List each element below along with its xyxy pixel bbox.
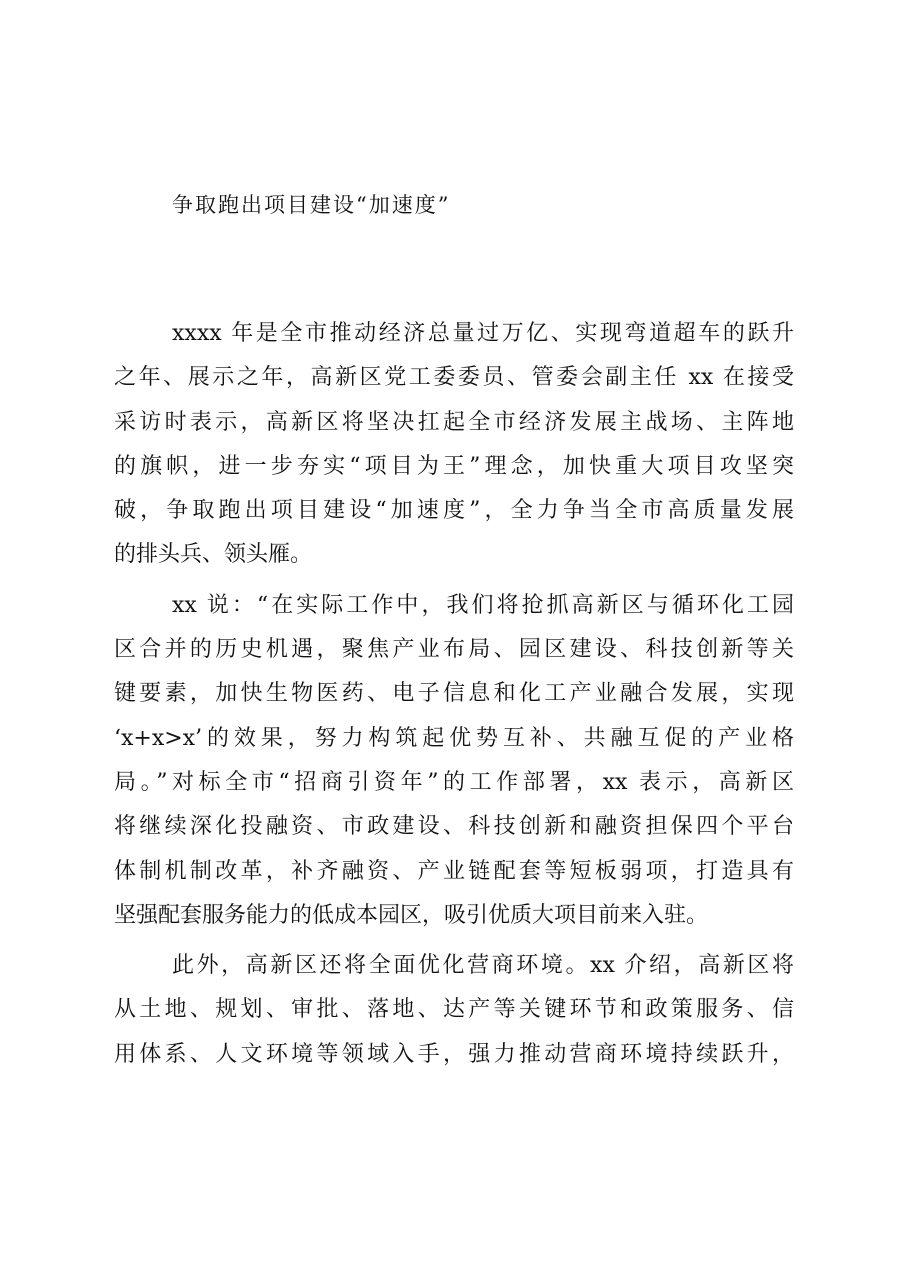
text-line: 的旗帜，进一步夯实“项目为王”理念，加快重大项目攻坚突 xyxy=(114,453,794,479)
text-line: 键要素，加快生物医药、电子信息和化工产业融合发展，实现 xyxy=(114,681,794,707)
text-line: 从土地、规划、审批、落地、达产等关键环节和政策服务、信 xyxy=(114,997,794,1023)
document-body xyxy=(114,312,794,1077)
text-line: ‘x+x>x’的效果，努力构筑起优势互补、共融互促的产业格 xyxy=(114,725,794,751)
text-line: 局。”对标全市“招商引资年”的工作部署，xx 表示，高新区 xyxy=(114,769,794,795)
text-line: 此外，高新区还将全面优化营商环境。xx 介绍，高新区将 xyxy=(172,953,794,979)
text-line: xx 说：“在实际工作中，我们将抢抓高新区与循环化工园 xyxy=(172,592,794,618)
text-line: 将继续深化投融资、市政建设、科技创新和融资担保四个平台 xyxy=(114,814,794,840)
text-line: 区合并的历史机遇，聚焦产业布局、园区建设、科技创新等关 xyxy=(114,637,794,663)
text-line: 采访时表示，高新区将坚决扛起全市经济发展主战场、主阵地 xyxy=(114,409,794,435)
text-line: 破，争取跑出项目建设“加速度”，全力争当全市高质量发展 xyxy=(114,498,794,524)
document-title: 争取跑出项目建设“加速度” xyxy=(172,193,451,217)
text-line: 用体系、人文环境等领域入手，强力推动营商环境持续跃升， xyxy=(114,1041,794,1067)
text-line: xxxx 年是全市推动经济总量过万亿、实现弯道超车的跃升 xyxy=(172,321,794,346)
paragraph-1 xyxy=(114,312,794,578)
text-line: 坚强配套服务能力的低成本园区，吸引优质大项目前来入驻。 xyxy=(114,902,709,928)
text-line: 之年、展示之年，高新区党工委委员、管委会副主任 xx 在接受 xyxy=(114,365,794,391)
text-line: 的排头兵、领头雁。 xyxy=(114,542,313,568)
text-line: 体制机制改革，补齐融资、产业链配套等短板弱项，打造具有 xyxy=(114,858,794,884)
paragraph-3 xyxy=(114,944,794,1077)
paragraph-2 xyxy=(114,584,794,938)
